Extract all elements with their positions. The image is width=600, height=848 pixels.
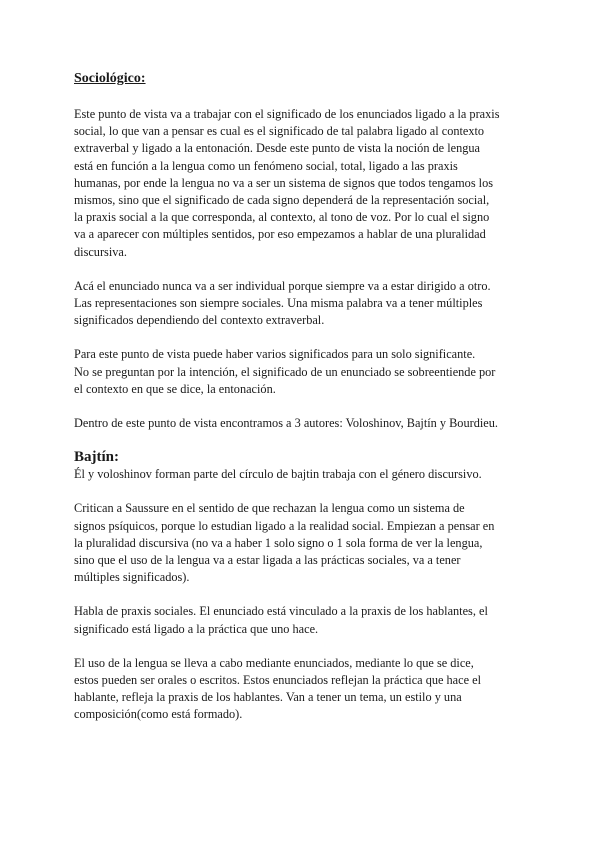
paragraph-significados: Para este punto de vista puede haber varios significados para un solo significante. No se preguntan por la intención, el significado de un enunciado se sobreentiende por el contexto en que se dice, la entonación. (74, 347, 496, 396)
paragraph-saussure: Critican a Saussure en el sentido de que rechazan la lengua como un sistema de signos psíquicos, porque lo estudian ligado a la realidad social. Empiezan a pensar en la pluralidad discursiva (no va a haber 1 solo signo o 1 sola forma de ver la lengua, sino que el uso de la lengua va a estar ligada a las prácticas sociales, va a tener múltiples significados). (74, 501, 495, 585)
spacer (74, 483, 528, 500)
paragraph-praxis-sociales: Habla de praxis sociales. El enunciado está vinculado a la praxis de los hablantes, el significado está ligado a la práctica que uno hace. (74, 604, 488, 636)
paragraph-autores: Dentro de este punto de vista encontramos a 3 autores: Voloshinov, Bajtín y Bourdieu. (74, 416, 498, 431)
spacer (74, 432, 528, 449)
paragraph-uso-lengua: El uso de la lengua se lleva a cabo mediante enunciados, mediante lo que se dice, estos pueden ser orales o escritos. Estos enunciados reflejan la práctica que hace el hablante, refleja la praxis de los hablantes. Van a tener un tema, un estilo y una composición(como está formado). (74, 655, 481, 722)
spacer (74, 638, 528, 655)
section-heading-sociologico: Sociológico: (74, 71, 146, 86)
paragraph-bajtin-intro: Él y voloshinov forman parte del círculo de bajtin trabaja con el género discursivo. (74, 467, 482, 482)
paragraph-sociologico-intro: Este punto de vista va a trabajar con el significado de los enunciados ligado a la praxis social, lo que van a pensar es cual es el significado de tal palabra ligado al contexto extraverbal y ligado a la entonación. Desde este punto de vista la noción de lengua está en función a la lengua como un fenómeno social, total, ligado a las praxis humanas, por ende la lengua no va a ser un sistema de signos que todos tengamos los mismos, sino que el significado de cada signo dependerá de la representación social, la praxis social a la que corresponda, al contexto, al tono de voz. Por lo cual el signo va a aparecer con múltiples sentidos, por eso empezamos a hablar de una pluralidad discursiva. (74, 107, 500, 259)
spacer (74, 329, 528, 346)
paragraph-enunciado-social: Acá el enunciado nunca va a ser individual porque siempre va a estar dirigido a otro. Las representaciones son siempre sociales. Una misma palabra va a tener múltiples significados dependiendo del contexto extraverbal. (74, 278, 491, 328)
section-heading-bajtin: Bajtín: (74, 449, 119, 466)
spacer (74, 88, 528, 106)
spacer (74, 586, 528, 603)
spacer (74, 261, 528, 278)
spacer (74, 398, 528, 415)
